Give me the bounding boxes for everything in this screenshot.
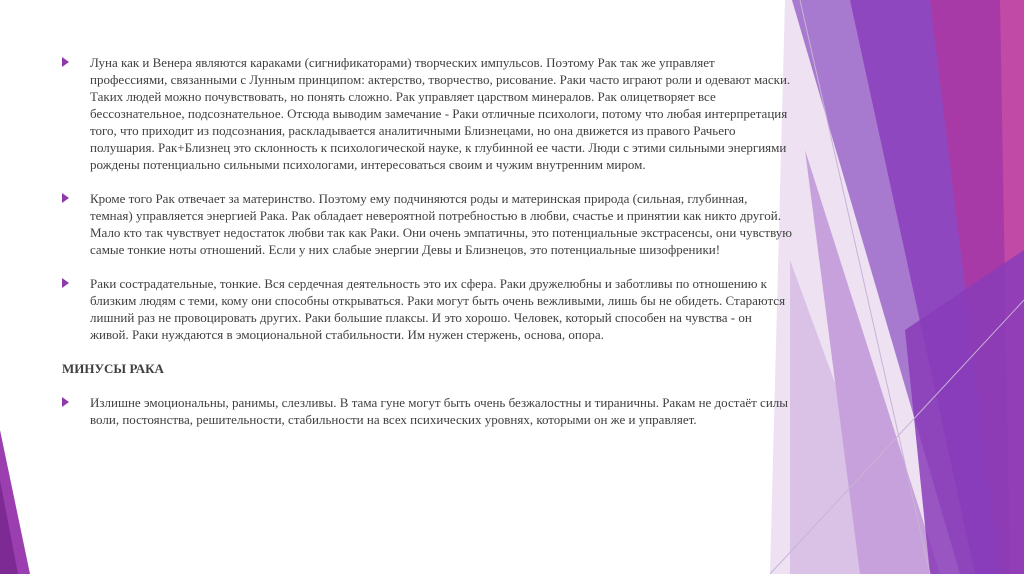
content (62, 54, 792, 428)
bullet-arrow-icon (62, 397, 69, 407)
bullet-arrow-icon (62, 193, 69, 203)
bullet-item (62, 394, 792, 428)
bullet-text: Кроме того Рак отвечает за материнство. Поэтому ему подчиняются роды и материнская природа (сильная, глубинная, темная) управляется энергией Рака. Рак обладает невероятной потребностью в любви, счастье и принятии как никто другой. Мало кто так чувствует недостаток любви так как Раки. Они очень эмпатичны, это потенциальные экстрасенсы, они чувствую самые тонкие ноты отношений. Если у них слабые энергии Девы и Близнецов, это потенциальные шизофреники! (90, 191, 793, 257)
bullet-item (62, 54, 792, 173)
bullet-item (62, 190, 792, 258)
bullet-arrow-icon (62, 278, 69, 288)
bullet-text: Раки сострадательные, тонкие. Вся сердечная деятельность это их сфера. Раки дружелюбны и заботливы по отношению к близким людям с теми, кому они способны открываться. Раки могут быть очень вежливыми, лишь бы не обидеть. Стараются лишний раз не провоцировать других. Раки большие плаксы. И это хорошо. Человек, который способен на чувства - он живой. Раки нуждаются в эмоциональной стабильности. Им нужен стержень, основа, опора. (90, 276, 786, 342)
section-heading: МИНУСЫ РАКА (62, 361, 164, 376)
bullet-arrow-icon (62, 57, 69, 67)
bullet-text: Излишне эмоциональны, ранимы, слезливы. В тама гуне могут быть очень безжалостны и тираничны. Ракам не достаёт силы воли, постоянства, решительности, стабильности на всех психических уровнях, которыми он же и управляет. (90, 395, 789, 427)
bullet-item (62, 275, 792, 343)
bullet-text: Луна как и Венера являются караками (сигнификаторами) творческих импульсов. Поэтому Рак так же управляет профессиями, связанными с Лунным принципом: актерство, творчество, рисование. Раки часто играют роли и одевают маски. Таких людей можно почувствовать, но понять сложно. Рак управляет царством минералов. Рак олицетворяет все бессознательное, подсознательное. Отсюда выводим замечание - Раки отличные психологи, потому что любая интерпретация того, что приходит из подсознания, раскладывается аналитичными Близнецами, но она движется из правого Рачьего полушария. Рак+Близнец это склонность к психологической науке, к глубинной ее части. Люди с этими сильными энергиями рождены потенциально сильными психологами, интересоваться своим и чужим внутренним миром. (90, 55, 791, 172)
